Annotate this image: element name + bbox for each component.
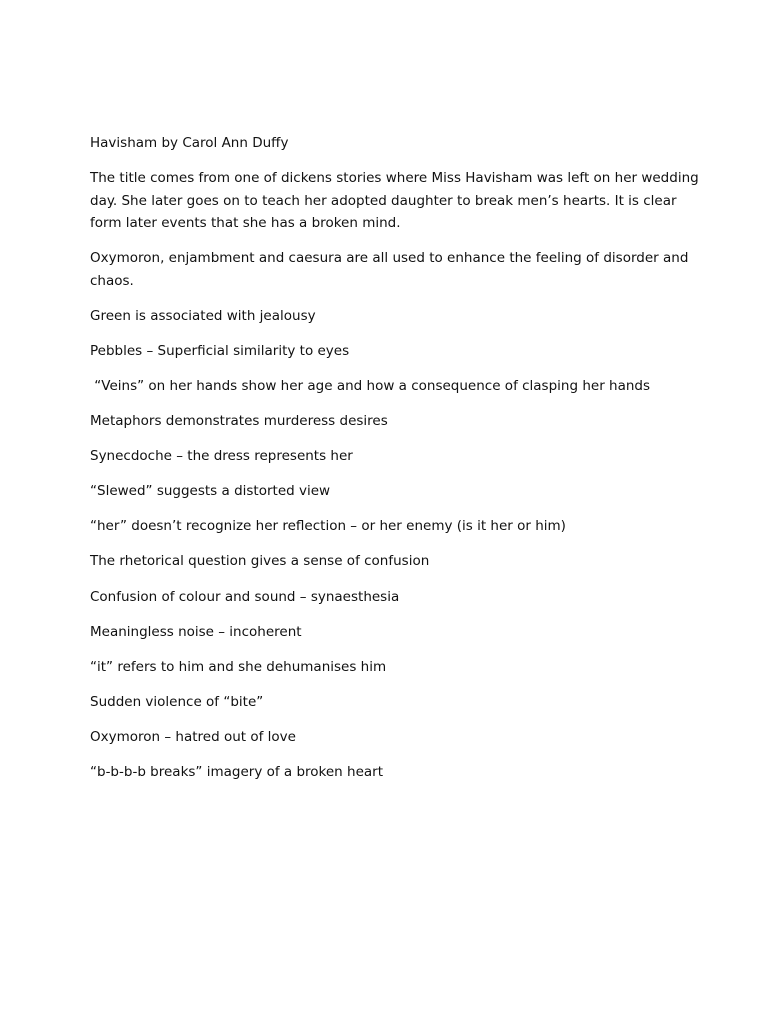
paragraph-green: Green is associated with jealousy: [90, 307, 316, 324]
paragraph-reflection: “her” doesn’t recognize her reflection – or her enemy (is it her or him): [90, 518, 566, 535]
paragraph-dehumanises: “it” refers to him and she dehumanises him: [90, 658, 387, 675]
paragraph-rhetorical-question: The rhetorical question gives a sense of confusion: [90, 553, 430, 570]
paragraph-hatred-love: Oxymoron – hatred out of love: [90, 728, 296, 745]
document-title: Havisham by Carol Ann Duffy: [90, 135, 289, 151]
paragraph-metaphors: Metaphors demonstrates murderess desires: [90, 413, 388, 430]
paragraph-meaningless-noise: Meaningless noise – incoherent: [90, 623, 302, 640]
paragraph-synaesthesia: Confusion of colour and sound – synaesthesia: [90, 588, 400, 605]
paragraph-techniques: Oxymoron, enjambment and caesura are all used to enhance the feeling of disorder and chaos.: [90, 250, 689, 289]
paragraph-pebbles: Pebbles – Superficial similarity to eyes: [90, 342, 350, 359]
paragraph-slewed: “Slewed” suggests a distorted view: [90, 483, 331, 500]
paragraph-bite: Sudden violence of “bite”: [90, 693, 264, 710]
paragraph-title-origin: The title comes from one of dickens stories where Miss Havisham was left on her wedding day. She later goes on to teach her adopted daughter to break men’s hearts. It is clear form later events that she has a broken mind.: [90, 170, 699, 232]
paragraph-synecdoche: Synecdoche – the dress represents her: [90, 448, 353, 465]
paragraph-broken-heart: “b-b-b-b breaks” imagery of a broken heart: [90, 764, 384, 780]
paragraph-veins: “Veins” on her hands show her age and how a consequence of clasping her hands: [90, 377, 651, 394]
